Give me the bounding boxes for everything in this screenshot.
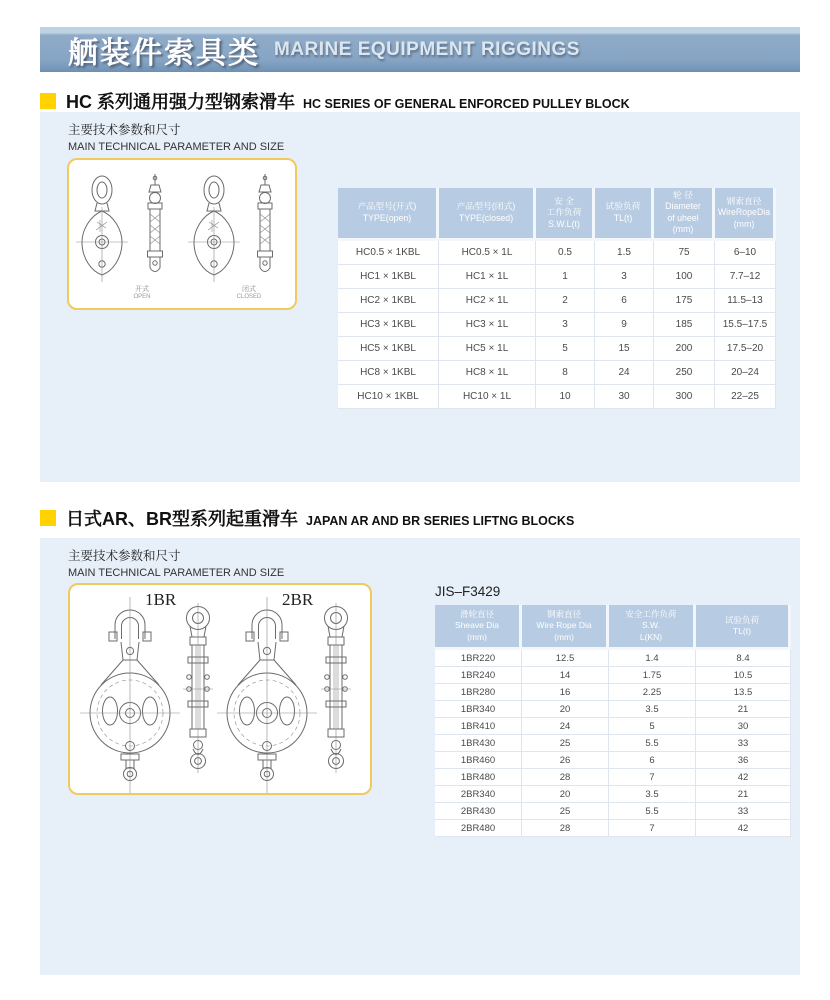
table-cell: 5.5: [609, 803, 696, 820]
table-cell: 20: [522, 701, 609, 718]
table-cell: 42: [696, 769, 791, 786]
table-cell: 185: [654, 313, 715, 337]
table-cell: HC8 × 1L: [439, 361, 536, 385]
table-cell: 33: [696, 803, 791, 820]
table-row: [435, 667, 791, 684]
table-cell: 15.5–17.5: [715, 313, 776, 337]
table-row: [338, 289, 776, 313]
table-cell: 5: [609, 718, 696, 735]
table-cell: 12.5: [522, 650, 609, 667]
table-row: [435, 684, 791, 701]
table-cell: 1BR220: [435, 650, 522, 667]
table-cell: HC1 × 1KBL: [338, 265, 439, 289]
br-drawing-box: [68, 583, 372, 795]
table-cell: 33: [696, 735, 791, 752]
table-cell: 6: [609, 752, 696, 769]
table-cell: 7.7–12: [715, 265, 776, 289]
open-label-zh: 开式: [135, 286, 149, 293]
table-cell: 22–25: [715, 385, 776, 409]
table-row: [338, 385, 776, 409]
table-row: [435, 786, 791, 803]
table-cell: 30: [595, 385, 654, 409]
column-header: 安全工作负荷 S.W. L(KN): [609, 605, 696, 650]
table-cell: 6: [595, 289, 654, 313]
section2-title-zh: 日式AR、BR型系列起重滑车: [66, 509, 298, 529]
table-cell: 1BR280: [435, 684, 522, 701]
table-cell: 21: [696, 786, 791, 803]
table-cell: HC1 × 1L: [439, 265, 536, 289]
label-1br: 1BR: [145, 590, 177, 609]
table-cell: 9: [595, 313, 654, 337]
table-cell: 3.5: [609, 701, 696, 718]
table-row: [338, 313, 776, 337]
table-row: [338, 241, 776, 265]
table-cell: 20: [522, 786, 609, 803]
yellow-bullet-icon: [40, 510, 56, 526]
page-banner: [40, 27, 800, 72]
table-cell: 1: [536, 265, 595, 289]
table-row: [435, 650, 791, 667]
table-cell: 28: [522, 769, 609, 786]
section2-title-en: JAPAN AR AND BR SERIES LIFTNG BLOCKS: [306, 514, 575, 528]
section1-title: [40, 88, 630, 114]
section1-title-en: HC SERIES OF GENERAL ENFORCED PULLEY BLOCK: [303, 97, 630, 111]
table-header-row: [435, 605, 791, 650]
banner-title-zh: 舾装件索具类: [68, 36, 260, 70]
table-cell: 5: [536, 337, 595, 361]
table-cell: 10.5: [696, 667, 791, 684]
br-blocks-drawing-icon: [70, 585, 370, 793]
table-cell: 2: [536, 289, 595, 313]
table-cell: HC0.5 × 1L: [439, 241, 536, 265]
table-cell: 24: [522, 718, 609, 735]
table-cell: 1BR340: [435, 701, 522, 718]
table-cell: 1.5: [595, 241, 654, 265]
table-cell: 1.75: [609, 667, 696, 684]
table-cell: 20–24: [715, 361, 776, 385]
table-cell: 42: [696, 820, 791, 837]
table-row: [435, 803, 791, 820]
table-cell: 3.5: [609, 786, 696, 803]
table-cell: 3: [536, 313, 595, 337]
table-cell: 8: [536, 361, 595, 385]
table-cell: HC2 × 1L: [439, 289, 536, 313]
jis-standard-label: JIS–F3429: [435, 584, 501, 599]
table-cell: 100: [654, 265, 715, 289]
table-cell: HC0.5 × 1KBL: [338, 241, 439, 265]
table-cell: 6–10: [715, 241, 776, 265]
column-header: 产品型号(闭式) TYPE(closed): [439, 188, 536, 241]
closed-label-en: CLOSED: [236, 294, 262, 301]
param-label-zh: 主要技术参数和尺寸: [68, 123, 181, 137]
param-label-en: MAIN TECHNICAL PARAMETER AND SIZE: [68, 567, 285, 579]
table-cell: HC10 × 1KBL: [338, 385, 439, 409]
table-cell: 1BR430: [435, 735, 522, 752]
section2-title: [40, 505, 574, 531]
column-header: 产品型号(开式) TYPE(open): [338, 188, 439, 241]
open-type-label: [107, 286, 177, 302]
column-header: 钢索直径 WireRopeDia (mm): [715, 188, 776, 241]
table-cell: 16: [522, 684, 609, 701]
table-cell: 5.5: [609, 735, 696, 752]
section1-param-label: [68, 120, 284, 153]
table-row: [338, 361, 776, 385]
table-cell: 25: [522, 803, 609, 820]
param-label-en: MAIN TECHNICAL PARAMETER AND SIZE: [68, 141, 285, 153]
table-cell: 0.5: [536, 241, 595, 265]
table-cell: 200: [654, 337, 715, 361]
table-row: [435, 701, 791, 718]
table-row: [435, 820, 791, 837]
column-header: 钢索直径 Wire Rope Dia (mm): [522, 605, 609, 650]
banner-title-en: MARINE EQUIPMENT RIGGINGS: [274, 38, 580, 60]
table-cell: HC10 × 1L: [439, 385, 536, 409]
table-cell: 175: [654, 289, 715, 313]
hc-parameter-table: [338, 188, 776, 409]
table-cell: HC5 × 1L: [439, 337, 536, 361]
table-cell: HC2 × 1KBL: [338, 289, 439, 313]
param-label-zh: 主要技术参数和尺寸: [68, 549, 181, 563]
table-cell: 3: [595, 265, 654, 289]
yellow-bullet-icon: [40, 93, 56, 109]
table-cell: 21: [696, 701, 791, 718]
column-header: 试验负荷 TL(t): [595, 188, 654, 241]
table-cell: 13.5: [696, 684, 791, 701]
table-row: [435, 769, 791, 786]
table-cell: 28: [522, 820, 609, 837]
closed-type-label: [214, 286, 284, 302]
table-header-row: [338, 188, 776, 241]
table-cell: 1BR460: [435, 752, 522, 769]
table-cell: 1BR240: [435, 667, 522, 684]
table-cell: 8.4: [696, 650, 791, 667]
closed-label-zh: 闭式: [242, 286, 256, 293]
table-row: [338, 265, 776, 289]
table-cell: 2BR480: [435, 820, 522, 837]
table-cell: 25: [522, 735, 609, 752]
section2-panel: [40, 538, 800, 975]
table-row: [435, 735, 791, 752]
table-cell: 300: [654, 385, 715, 409]
label-2br: 2BR: [282, 590, 314, 609]
table-cell: 36: [696, 752, 791, 769]
section2-param-label: [68, 546, 284, 579]
table-cell: 26: [522, 752, 609, 769]
column-header: 安 全 工作负荷 S.W.L(t): [536, 188, 595, 241]
table-cell: 1.4: [609, 650, 696, 667]
hc-drawing-box: [67, 158, 297, 310]
table-cell: 1BR410: [435, 718, 522, 735]
table-cell: HC3 × 1KBL: [338, 313, 439, 337]
column-header: 滑轮直径 Sheave Dia (mm): [435, 605, 522, 650]
table-cell: 24: [595, 361, 654, 385]
section1-title-zh: HC 系列通用强力型钢索滑车: [66, 92, 295, 112]
open-label-en: OPEN: [133, 294, 151, 301]
table-cell: 7: [609, 820, 696, 837]
br-parameter-table: [435, 605, 791, 837]
table-cell: 11.5–13: [715, 289, 776, 313]
table-cell: 14: [522, 667, 609, 684]
table-row: [435, 718, 791, 735]
table-cell: 1BR480: [435, 769, 522, 786]
table-cell: 2BR340: [435, 786, 522, 803]
table-row: [435, 752, 791, 769]
table-cell: HC3 × 1L: [439, 313, 536, 337]
table-cell: HC5 × 1KBL: [338, 337, 439, 361]
table-cell: 75: [654, 241, 715, 265]
column-header: 试验负荷 TL(t): [696, 605, 791, 650]
table-cell: 250: [654, 361, 715, 385]
table-cell: 30: [696, 718, 791, 735]
table-cell: 17.5–20: [715, 337, 776, 361]
table-cell: 7: [609, 769, 696, 786]
table-cell: 2BR430: [435, 803, 522, 820]
table-row: [338, 337, 776, 361]
table-cell: 10: [536, 385, 595, 409]
table-cell: HC8 × 1KBL: [338, 361, 439, 385]
column-header: 轮 径 Diameter of uheel (mm): [654, 188, 715, 241]
section1-panel: [40, 112, 800, 482]
table-cell: 2.25: [609, 684, 696, 701]
table-cell: 15: [595, 337, 654, 361]
